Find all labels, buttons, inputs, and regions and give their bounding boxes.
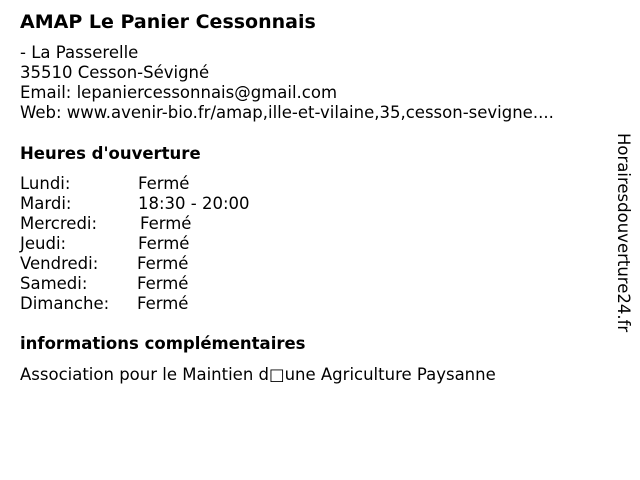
business-name: AMAP Le Panier Cessonnais <box>20 11 316 33</box>
web-line: Web: www.avenir-bio.fr/amap,ille-et-vilaine,35,cesson-sevigne.... <box>20 103 554 122</box>
hours-row-saturday <box>20 274 320 294</box>
hours-value: Fermé <box>138 234 190 253</box>
hours-day-label: Dimanche: <box>20 294 110 313</box>
hours-value: Fermé <box>138 174 190 193</box>
address-line-street: - La Passerelle <box>20 43 139 62</box>
site-watermark <box>612 133 634 343</box>
hours-row-friday <box>20 254 320 274</box>
hours-value: Fermé <box>140 214 192 233</box>
email-line: Email: lepaniercessonnais@gmail.com <box>20 83 338 102</box>
opening-hours-heading: Heures d'ouverture <box>20 144 201 163</box>
hours-value: Fermé <box>137 254 189 273</box>
hours-day-label: Mercredi: <box>20 214 98 233</box>
hours-row-sunday <box>20 294 320 314</box>
hours-row-tuesday <box>20 194 320 214</box>
hours-value: 18:30 - 20:00 <box>138 194 250 213</box>
hours-value: Fermé <box>137 274 189 293</box>
hours-value: Fermé <box>137 294 189 313</box>
hours-row-thursday <box>20 234 320 254</box>
additional-info-text: Association pour le Maintien d□une Agriculture Paysanne <box>20 365 496 384</box>
site-watermark-text: Horairesdouverture24.fr <box>614 133 633 333</box>
hours-day-label: Samedi: <box>20 274 88 293</box>
hours-day-label: Vendredi: <box>20 254 99 273</box>
address-line-city: 35510 Cesson-Sévigné <box>20 63 210 82</box>
hours-row-monday <box>20 174 320 194</box>
hours-row-wednesday <box>20 214 320 234</box>
hours-day-label: Lundi: <box>20 174 71 193</box>
additional-info-heading: informations complémentaires <box>20 334 306 353</box>
hours-day-label: Jeudi: <box>20 234 67 253</box>
hours-day-label: Mardi: <box>20 194 72 213</box>
